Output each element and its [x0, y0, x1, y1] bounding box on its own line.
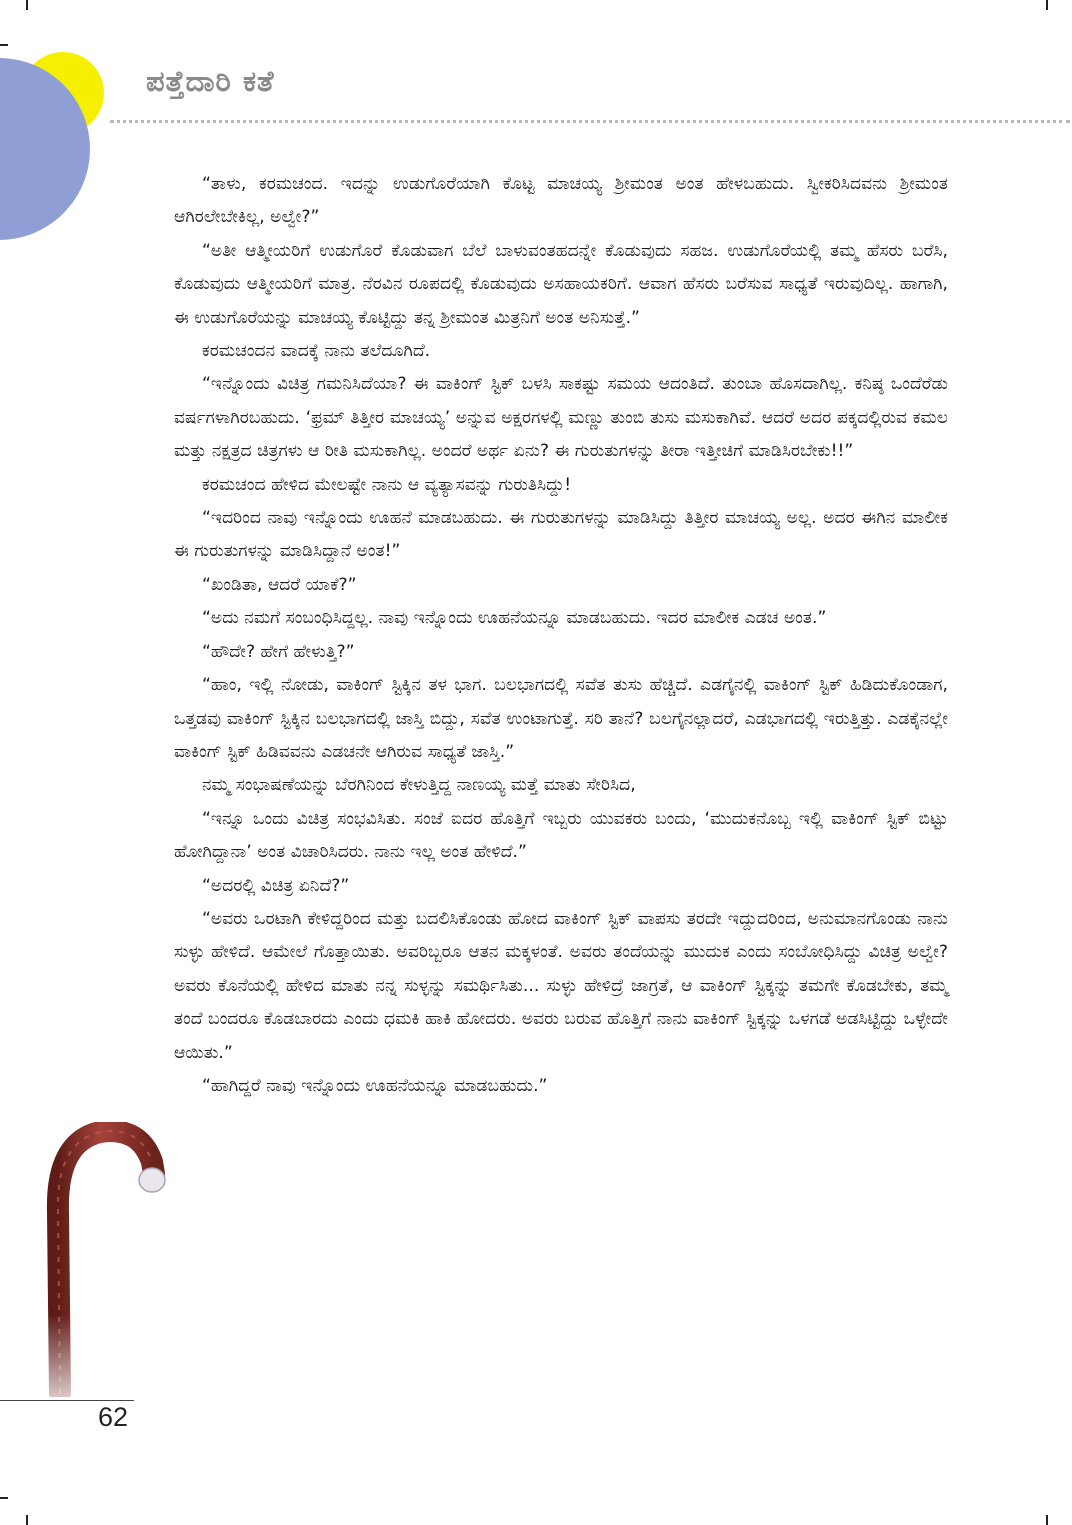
- header-dotted-rule: [110, 120, 1070, 123]
- story-text: [174, 168, 948, 1103]
- paragraph: ನಮ್ಮ ಸಂಭಾಷಣೆಯನ್ನು ಬೆರಗಿನಿಂದ ಕೇಳುತ್ತಿದ್ದ ನಾಣಯ್ಯ ಮತ್ತೆ ಮಾತು ಸೇರಿಸಿದ,: [202, 775, 636, 796]
- paragraph: ಕರಮಚಂದ ಹೇಳಿದ ಮೇಲಷ್ಟೇ ನಾನು ಆ ವ್ಯತ್ಯಾಸವನ್ನು ಗುರುತಿಸಿದ್ದು!: [202, 474, 572, 495]
- crop-mark-left-upper: [0, 44, 8, 46]
- paragraph: “ಅದರಲ್ಲಿ ವಿಚಿತ್ರ ಏನಿದೆ?”: [202, 875, 350, 896]
- paragraph: “ಇನ್ನೊಂದು ವಿಚಿತ್ರ ಗಮನಿಸಿದೆಯಾ? ಈ ವಾಕಿಂಗ್ ಸ್ಟಿಕ್ ಬಳಸಿ ಸಾಕಷ್ಟು ಸಮಯ ಆದಂತಿದೆ. ತುಂಬಾ ಹೊಸದಾಗಿಲ್ಲ. ಕನಿಷ್ಠ ಒಂದೆರೆಡು ವರ್ಷಗಳಾಗಿರಬಹುದು. ‘ಫ್ರಮ್ ತಿತ್ತೀರ ಮಾಚಯ್ಯ’ ಅನ್ನುವ ಅಕ್ಷರಗಳಲ್ಲಿ ಮಣ್ಣು ತುಂಬಿ ತುಸು ಮಸುಕಾಗಿವೆ. ಆದರೆ ಅದರ ಪಕ್ಕದಲ್ಲಿರುವ ಕಮಲ ಮತ್ತು ನಕ್ಷತ್ರದ ಚಿತ್ರಗಳು ಆ ರೀತಿ ಮಸುಕಾಗಿಲ್ಲ. ಅಂದರೆ ಅರ್ಥ ಏನು? ಈ ಗುರುತುಗಳನ್ನು ತೀರಾ ಇತ್ತೀಚಿಗೆ ಮಾಡಿಸಿರಬೇಕು!!”: [174, 374, 948, 462]
- walking-stick-illustration: [40, 1122, 175, 1397]
- paragraph: “ಅವರು ಒರಟಾಗಿ ಕೇಳಿದ್ದರಿಂದ ಮತ್ತು ಬದಲಿಸಿಕೊಂಡು ಹೋದ ವಾಕಿಂಗ್ ಸ್ಟಿಕ್ ವಾಪಸು ತರದೇ ಇದ್ದುದರಿಂದ, ಅನುಮಾನಗೊಂಡು ನಾನು ಸುಳ್ಳು ಹೇಳಿದೆ. ಆಮೇಲೆ ಗೊತ್ತಾಯಿತು. ಅವರಿಬ್ಬರೂ ಆತನ ಮಕ್ಕಳಂತೆ. ಅವರು ತಂದೆಯನ್ನು ಮುದುಕ ಎಂದು ಸಂಬೋಧಿಸಿದ್ದು ವಿಚಿತ್ರ ಅಲ್ವೇ? ಅವರು ಕೊನೆಯಲ್ಲಿ ಹೇಳಿದ ಮಾತು ನನ್ನ ಸುಳ್ಳನ್ನು ಸಮರ್ಥಿಸಿತು... ಸುಳ್ಳು ಹೇಳಿದ್ರೆ ಜಾಗ್ರತೆ, ಆ ವಾಕಿಂಗ್ ಸ್ಟಿಕ್ಕನ್ನು ತಮಗೇ ಕೊಡಬೇಕು, ತಮ್ಮ ತಂದೆ ಬಂದರೂ ಕೊಡಬಾರದು ಎಂದು ಧಮಕಿ ಹಾಕಿ ಹೋದರು. ಅವರು ಬರುವ ಹೊತ್ತಿಗೆ ನಾನು ವಾಕಿಂಗ್ ಸ್ಟಿಕ್ಕನ್ನು ಒಳಗಡೆ ಅಡಸಿಟ್ಟಿದ್ದು ಒಳ್ಳೇದೇ ಆಯಿತು.”: [174, 908, 948, 1063]
- crop-mark-bottom-left: [26, 1515, 28, 1525]
- paragraph: “ಹೌದೇ? ಹೇಗೆ ಹೇಳುತ್ತಿ?”: [202, 641, 355, 662]
- crop-mark-top-left: [26, 0, 28, 10]
- paragraph: “ಹಾಂ, ಇಲ್ಲಿ ನೋಡು, ವಾಕಿಂಗ್ ಸ್ಟಿಕ್ಕಿನ ತಳ ಭಾಗ. ಬಲಭಾಗದಲ್ಲಿ ಸವೆತ ತುಸು ಹೆಚ್ಚಿದೆ. ಎಡಗೈನಲ್ಲಿ ವಾಕಿಂಗ್ ಸ್ಟಿಕ್ ಹಿಡಿದುಕೊಂಡಾಗ, ಒತ್ತಡವು ವಾಕಿಂಗ್ ಸ್ಟಿಕ್ಕಿನ ಬಲಭಾಗದಲ್ಲಿ ಜಾಸ್ತಿ ಬಿದ್ದು, ಸವೆತ ಉಂಟಾಗುತ್ತೆ. ಸರಿ ತಾನೆ? ಬಲಗೈನಲ್ಲಾದರೆ, ಎಡಭಾಗದಲ್ಲಿ ಇರುತ್ತಿತ್ತು. ಎಡಕೈನಲ್ಲೇ ವಾಕಿಂಗ್ ಸ್ಟಿಕ್ ಹಿಡಿವವನು ಎಡಚನೇ ಆಗಿರುವ ಸಾಧ್ಯತೆ ಜಾಸ್ತಿ.”: [174, 675, 948, 762]
- page-number: 62: [98, 1402, 129, 1432]
- paragraph: “ಇನ್ನೂ ಒಂದು ವಿಚಿತ್ರ ಸಂಭವಿಸಿತು. ಸಂಜೆ ಐದರ ಹೊತ್ತಿಗೆ ಇಬ್ಬರು ಯುವಕರು ಬಂದು, ‘ಮುದುಕನೊಬ್ಬ ಇಲ್ಲಿ ವಾಕಿಂಗ್ ಸ್ಟಿಕ್ ಬಿಟ್ಟು ಹೋಗಿದ್ದಾನಾ’ ಅಂತ ವಿಚಾರಿಸಿದರು. ನಾನು ಇಲ್ಲ ಅಂತ ಹೇಳಿದೆ.”: [174, 808, 948, 863]
- paragraph: ಕರಮಚಂದನ ವಾದಕ್ಕೆ ನಾನು ತಲೆದೂಗಿದೆ.: [202, 341, 431, 362]
- paragraph: “ಅದು ನಮಗೆ ಸಂಬಂಧಿಸಿದ್ದಲ್ಲ. ನಾವು ಇನ್ನೊಂದು ಊಹನೆಯನ್ನೂ ಮಾಡಬಹುದು. ಇದರ ಮಾಲೀಕ ಎಡಚ ಅಂತ.”: [202, 608, 827, 629]
- crop-mark-top-right: [1046, 0, 1048, 10]
- paragraph: “ಹಾಗಿದ್ದರೆ ನಾವು ಇನ್ನೊಂದು ಊಹನೆಯನ್ನೂ ಮಾಡಬಹುದು.”: [202, 1075, 548, 1096]
- crop-mark-left-lower: [0, 1497, 8, 1499]
- crop-mark-bottom-right: [1046, 1515, 1048, 1525]
- paragraph: “ತಾಳು, ಕರಮಚಂದ. ಇದನ್ನು ಉಡುಗೊರೆಯಾಗಿ ಕೊಟ್ಟ ಮಾಚಯ್ಯ ಶ್ರೀಮಂತ ಅಂತ ಹೇಳಬಹುದು. ಸ್ವೀಕರಿಸಿದವನು ಶ್ರೀಮಂತ ಆಗಿರಲೇಬೇಕಿಲ್ಲ, ಅಲ್ವೇ?”: [174, 174, 948, 228]
- paragraph: “ಖಂಡಿತಾ, ಆದರೆ ಯಾಕೆ?”: [202, 574, 357, 595]
- footer-rule: [0, 1400, 134, 1401]
- paragraph: “ಇದರಿಂದ ನಾವು ಇನ್ನೊಂದು ಊಹನೆ ಮಾಡಬಹುದು. ಈ ಗುರುತುಗಳನ್ನು ಮಾಡಿಸಿದ್ದು ತಿತ್ತೀರ ಮಾಚಯ್ಯ ಅಲ್ಲ. ಅದರ ಈಗಿನ ಮಾಲೀಕ ಈ ಗುರುತುಗಳನ್ನು ಮಾಡಿಸಿದ್ದಾನೆ ಅಂತ!”: [174, 508, 948, 562]
- paragraph: “ಅತೀ ಆತ್ಮೀಯರಿಗೆ ಉಡುಗೊರೆ ಕೊಡುವಾಗ ಬೆಲೆ ಬಾಳುವಂತಹದನ್ನೇ ಕೊಡುವುದು ಸಹಜ. ಉಡುಗೊರೆಯಲ್ಲಿ ತಮ್ಮ ಹೆಸರು ಬರೆಸಿ, ಕೊಡುವುದು ಆತ್ಮೀಯರಿಗೆ ಮಾತ್ರ. ನೆರವಿನ ರೂಪದಲ್ಲಿ ಕೊಡುವುದು ಅಸಹಾಯಕರಿಗೆ. ಆವಾಗ ಹೆಸರು ಬರೆಸುವ ಸಾಧ್ಯತೆ ಇರುವುದಿಲ್ಲ. ಹಾಗಾಗಿ, ಈ ಉಡುಗೊರೆಯನ್ನು ಮಾಚಯ್ಯ ಕೊಟ್ಟಿದ್ದು ತನ್ನ ಶ್ರೀಮಂತ ಮಿತ್ರನಿಗೆ ಅಂತ ಅನಿಸುತ್ತೆ.”: [174, 240, 948, 328]
- running-header-title: ಪತ್ತೆದಾರಿ ಕತೆ: [146, 64, 275, 98]
